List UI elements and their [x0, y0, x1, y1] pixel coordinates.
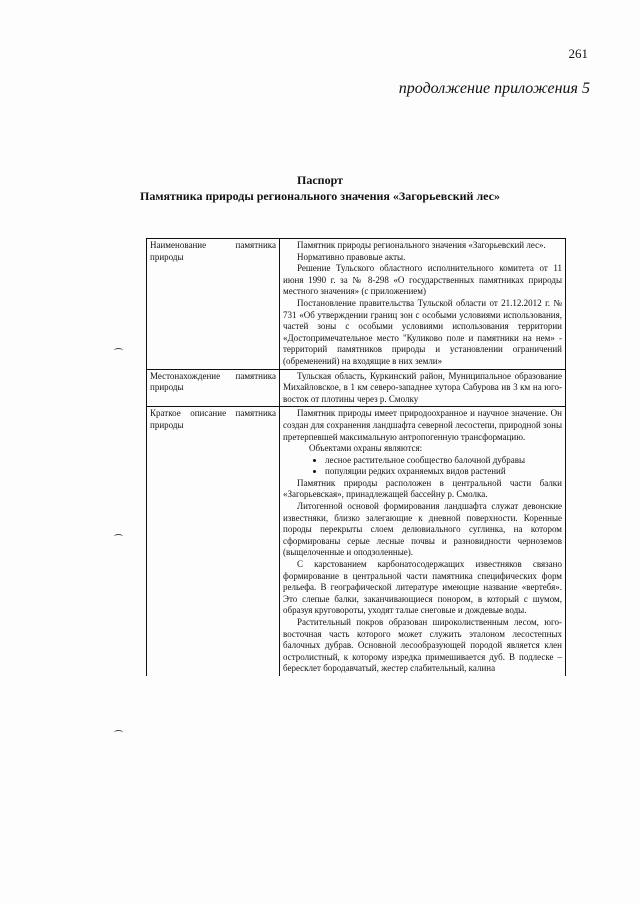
paragraph: Нормативно правовые акты. — [297, 251, 406, 262]
margin-mark — [114, 348, 123, 353]
protected-objects-list — [283, 455, 562, 478]
row-value — [280, 239, 566, 370]
paragraph: Объектами охраны являются: — [309, 443, 423, 454]
paragraph: Постановление правительства Тульской области от 21.12.2012 г. № 731 «Об утверждении границ зон с особыми условиями использования, частей зоны с особыми условиями использования территории «Достопримечательное место "Куликово поле и памятники на нем» - территорий памятников природы и установлении ограничений (обременений) на входящие в них земли» — [283, 297, 562, 366]
list-item: • лесное растительное сообщество балочной дубравы — [325, 455, 562, 467]
title-line-1: Паспорт — [297, 173, 343, 187]
paragraph: С карстованием карбонатосодержащих известняков связано формирование в центральной части памятника специфических форм рельефа. В географической литературе имеющие название «вертебя». Это слепые балки, заканчивающиеся понором, в который с шумом, образуя круговороты, уходят талые снеговые и дождевые воды. — [283, 559, 562, 616]
list-item: • популяции редких охраняемых видов растений — [325, 466, 562, 478]
appendix-note: продолжение приложения 5 — [398, 80, 590, 97]
paragraph: Решение Тульского областного исполнительного комитета от 11 июня 1990 г. за № 8-298 «О государственных памятниках природы местного значения» (с приложением) — [283, 263, 562, 297]
margin-mark — [114, 534, 123, 539]
paragraph: Памятник природы имеет природоохранное и научное значение. Он создан для сохранения ландшафта северной лесостепи, природной зоны претерпевшей максимальную антропогенную трансформацию. — [283, 408, 562, 442]
paragraph: Памятник природы расположен в центральной части балки «Загорьевская», принадлежащей бассейну р. Смолка. — [283, 477, 562, 500]
paragraph: Тульская область, Куркинский район, Муниципальное образование Михайловское, в 1 км северо-западнее хутора Сабурова ив 3 км на юго-восток от плотины через р. Смолку — [283, 370, 562, 404]
page-number: 261 — [568, 46, 588, 61]
table-row — [147, 407, 566, 676]
margin-mark — [114, 730, 123, 735]
row-value — [280, 369, 566, 407]
passport-table — [146, 238, 566, 676]
row-label: Краткое описание памятника природы — [147, 407, 280, 676]
table-row — [147, 239, 566, 370]
table-row — [147, 369, 566, 407]
document-title — [0, 172, 640, 204]
paragraph: Литогенной основой формирования ландшафта служат девонские известняки, близко залегающие к дневной поверхности. Коренные породы перекрыты слоем делювиального суглинка, на котором сформированы серые лесные почвы и разновидности черноземов (выщелоченные и оподзоленные). — [283, 501, 562, 558]
row-label: Наименование памятника природы — [147, 239, 280, 370]
paragraph: Растительный покров образован широколиственным лесом, юго-восточная часть которого может служить эталоном лесостепных балочных дубрав. Основной лесообразующей породой является клен остролистный, к которому изредка примешивается дуб. В подлеске – бересклет бородавчатый, жестер слабительный, калина — [283, 617, 562, 674]
paragraph: Памятник природы регионального значения «Загорьевский лес». — [297, 240, 546, 250]
row-label: Местонахождение памятника природы — [147, 369, 280, 407]
row-value — [280, 407, 566, 676]
title-line-2: Памятника природы регионального значения «Загорьевский лес» — [140, 189, 500, 203]
